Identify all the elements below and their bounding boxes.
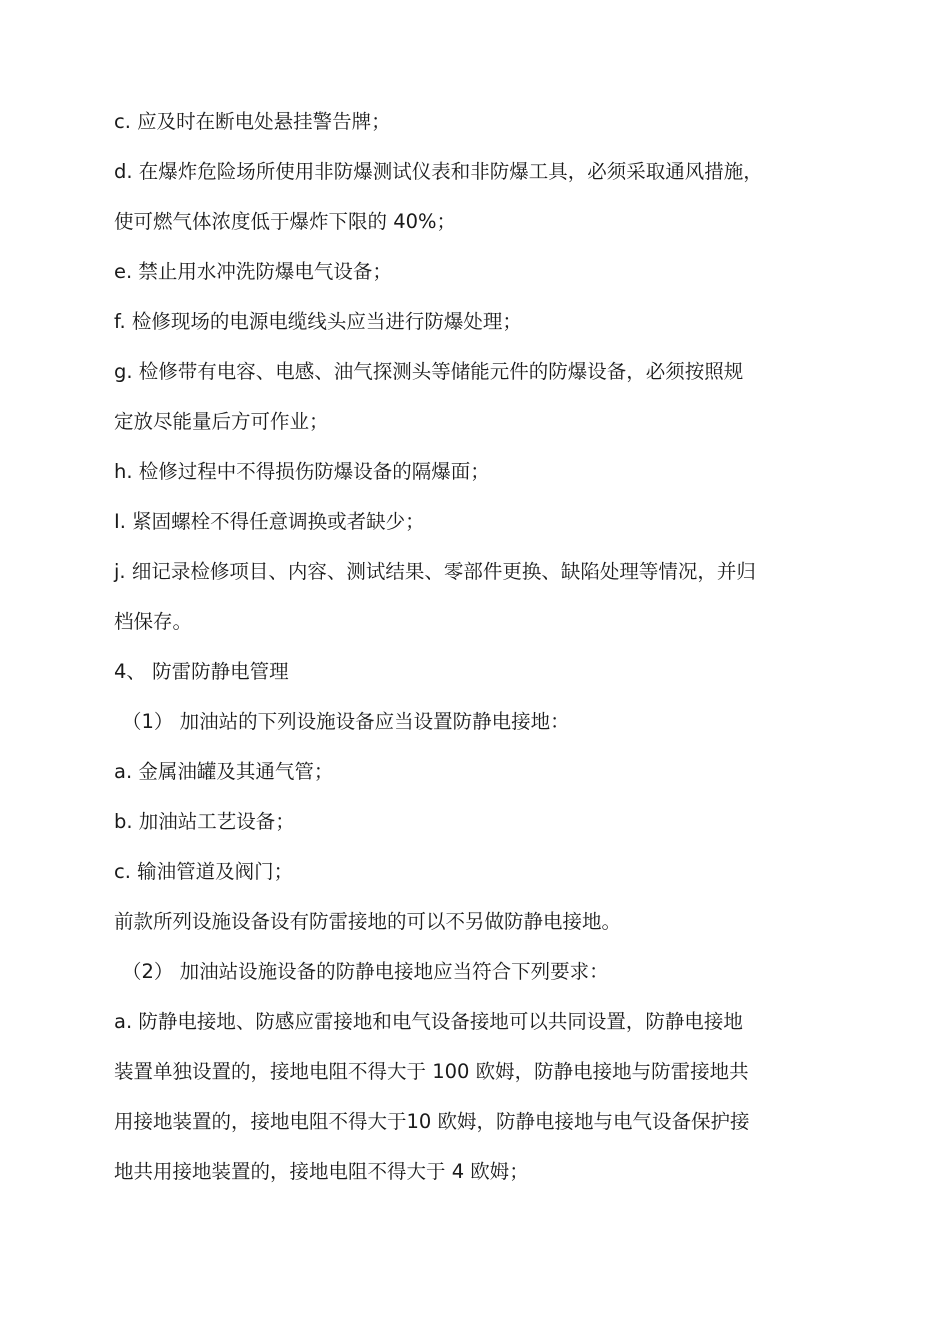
text-line-a-grounding-3: 用接地装置的，接地电阻不得大于10 欧姆，防静电接地与电气设备保护接	[114, 1110, 750, 1133]
subsection-2-heading: （2） 加油站设施设备的防静电接地应当符合下列要求：	[122, 960, 609, 983]
text-line-a-grounding-1: a. 防静电接地、防感应雷接地和电气设备接地可以共同设置，防静电接地	[114, 1010, 743, 1033]
text-line-d-continued: 使可燃气体浓度低于爆炸下限的 40%；	[114, 210, 457, 233]
text-line-j-continued: 档保存。	[114, 610, 193, 633]
text-line-a-grounding-2: 装置单独设置的，接地电阻不得大于 100 欧姆，防静电接地与防雷接地共	[114, 1060, 749, 1083]
text-line-i-bolts: I. 紧固螺栓不得任意调换或者缺少；	[114, 510, 425, 533]
text-line-d-ventilation: d. 在爆炸危险场所使用非防爆测试仪表和非防爆工具，必须采取通风措施，	[114, 160, 763, 183]
text-line-g-continued: 定放尽能量后方可作业；	[114, 410, 329, 433]
text-line-g-energy-storage: g. 检修带有电容、电感、油气探测头等储能元件的防爆设备，必须按照规	[114, 360, 744, 383]
text-line-h-flameproof-surface: h. 检修过程中不得损伤防爆设备的隔爆面；	[114, 460, 490, 483]
text-line-b-process-equipment: b. 加油站工艺设备；	[114, 810, 295, 833]
text-line-exemption-note: 前款所列设施设备设有防雷接地的可以不另做防静电接地。	[114, 910, 622, 933]
text-line-f-cable-ends: f. 检修现场的电源电缆线头应当进行防爆处理；	[114, 310, 522, 333]
document-body	[114, 97, 854, 1197]
subsection-1-heading: （1） 加油站的下列设施设备应当设置防静电接地：	[122, 710, 570, 733]
text-line-e-no-water-wash: e. 禁止用水冲洗防爆电气设备；	[114, 260, 392, 283]
text-line-j-records: j. 细记录检修项目、内容、测试结果、零部件更换、缺陷处理等情况，并归	[114, 560, 756, 583]
text-line-c-warning-sign: c. 应及时在断电处悬挂警告牌；	[114, 110, 391, 133]
text-line-a-grounding-4: 地共用接地装置的，接地电阻不得大于 4 欧姆；	[114, 1160, 529, 1183]
section-heading-lightning-static: 4、 防雷防静电管理	[114, 660, 289, 683]
text-line-c-pipes-valves: c. 输油管道及阀门；	[114, 860, 294, 883]
text-line-a-metal-tanks: a. 金属油罐及其通气管；	[114, 760, 334, 783]
